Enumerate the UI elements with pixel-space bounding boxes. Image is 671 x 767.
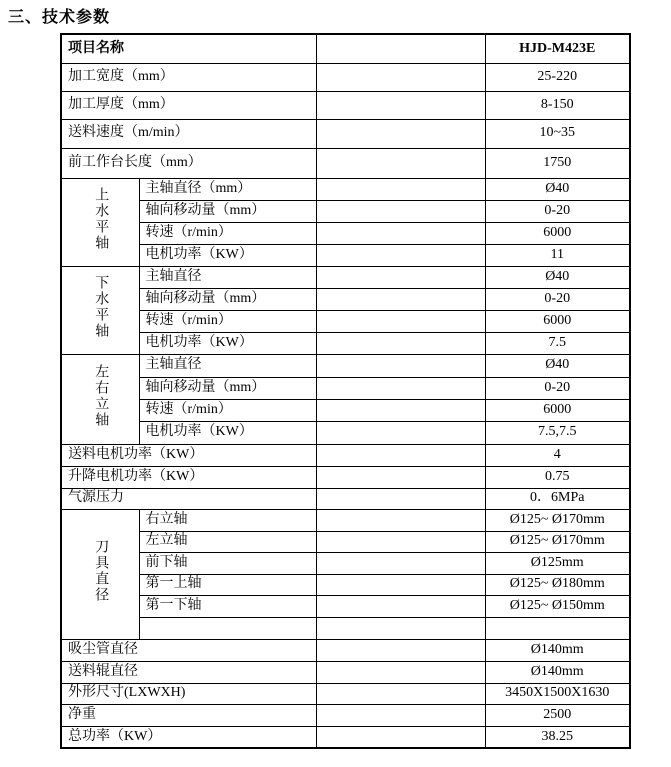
row-value: 6000 — [485, 222, 630, 244]
empty-cell — [316, 617, 485, 639]
group-label: 下水平轴 — [93, 275, 109, 340]
table-row — [61, 595, 630, 617]
row-value: 0-20 — [485, 200, 630, 222]
empty-cell — [316, 704, 485, 726]
table-row — [61, 466, 630, 488]
row-value: 25-220 — [485, 63, 630, 91]
table-row — [61, 574, 630, 595]
empty-cell — [316, 266, 485, 288]
empty-cell — [316, 574, 485, 595]
row-value: 8-150 — [485, 91, 630, 119]
row-label: 净重 — [61, 704, 316, 726]
table-row — [61, 244, 630, 266]
table-row — [61, 683, 630, 704]
empty-cell — [316, 148, 485, 178]
row-value: 3450X1500X1630 — [485, 683, 630, 704]
row-label: 转速（r/min） — [139, 399, 316, 421]
table-row — [61, 639, 630, 661]
group-label-cell — [61, 509, 139, 639]
row-label: 吸尘管直径 — [61, 639, 316, 661]
row-label: 主轴直径 — [139, 354, 316, 377]
row-value: 7.5 — [485, 332, 630, 354]
empty-cell — [316, 332, 485, 354]
empty-cell — [316, 354, 485, 377]
empty-cell — [316, 200, 485, 222]
group-label: 上水平轴 — [93, 187, 109, 252]
row-value: Ø125~ Ø180mm — [485, 574, 630, 595]
row-label: 轴向移动量（mm） — [139, 288, 316, 310]
table-row — [61, 310, 630, 332]
table-row — [61, 148, 630, 178]
row-value: 0-20 — [485, 288, 630, 310]
row-value: 38.25 — [485, 726, 630, 748]
empty-cell — [316, 244, 485, 266]
spec-table — [60, 33, 631, 749]
group-label-cell — [61, 178, 139, 266]
row-label: 左立轴 — [139, 531, 316, 552]
row-value: 6000 — [485, 399, 630, 421]
row-label: 主轴直径 — [139, 266, 316, 288]
row-label: 前工作台长度（mm） — [61, 148, 316, 178]
row-label: 电机功率（KW） — [139, 332, 316, 354]
empty-cell — [316, 377, 485, 399]
row-value: Ø125~ Ø170mm — [485, 531, 630, 552]
table-row — [61, 91, 630, 119]
empty-cell — [316, 595, 485, 617]
row-value: 6000 — [485, 310, 630, 332]
row-label: 轴向移动量（mm） — [139, 200, 316, 222]
table-row — [61, 222, 630, 244]
group-label-cell — [61, 354, 139, 444]
row-label: 加工厚度（mm） — [61, 91, 316, 119]
row-label: 第一下轴 — [139, 595, 316, 617]
empty-cell — [316, 310, 485, 332]
table-row — [61, 288, 630, 310]
row-label: 气源压力 — [61, 488, 316, 509]
empty-cell — [316, 178, 485, 200]
header-item-name: 项目名称 — [61, 34, 316, 63]
empty-cell — [316, 421, 485, 444]
row-label: 右立轴 — [139, 509, 316, 531]
empty-cell — [316, 444, 485, 466]
row-label: 外形尺寸(LXWXH) — [61, 683, 316, 704]
empty-cell — [316, 683, 485, 704]
row-value: Ø40 — [485, 266, 630, 288]
empty-cell — [316, 531, 485, 552]
table-row — [61, 63, 630, 91]
table-row — [61, 444, 630, 466]
table-row — [61, 399, 630, 421]
group-label: 左右立轴 — [93, 364, 109, 429]
row-label: 总功率（KW） — [61, 726, 316, 748]
row-label: 送料辊直径 — [61, 661, 316, 683]
row-label: 主轴直径（mm） — [139, 178, 316, 200]
group-label: 刀具直径 — [93, 539, 109, 604]
table-row — [61, 332, 630, 354]
row-value: 0.75 — [485, 466, 630, 488]
row-value: Ø140mm — [485, 661, 630, 683]
table-row — [61, 200, 630, 222]
row-label: 转速（r/min） — [139, 222, 316, 244]
row-label: 送料速度（m/min） — [61, 119, 316, 148]
row-label: 前下轴 — [139, 552, 316, 574]
empty-cell — [316, 726, 485, 748]
empty-cell — [316, 63, 485, 91]
row-value: Ø125mm — [485, 552, 630, 574]
empty-cell — [316, 466, 485, 488]
row-label: 送料电机功率（KW） — [61, 444, 316, 466]
empty-cell — [316, 488, 485, 509]
row-value: 2500 — [485, 704, 630, 726]
table-row — [61, 661, 630, 683]
table-row — [61, 266, 630, 288]
row-value: 10~35 — [485, 119, 630, 148]
row-value: Ø40 — [485, 354, 630, 377]
table-row — [61, 354, 630, 377]
empty-cell — [316, 288, 485, 310]
header-row — [61, 34, 630, 63]
row-value — [485, 617, 630, 639]
section-title: 三、技术参数 — [8, 9, 111, 26]
empty-cell — [316, 509, 485, 531]
empty-cell — [316, 399, 485, 421]
row-label: 电机功率（KW） — [139, 244, 316, 266]
row-value: 11 — [485, 244, 630, 266]
table-row — [61, 178, 630, 200]
row-label: 升降电机功率（KW） — [61, 466, 316, 488]
empty-cell — [316, 222, 485, 244]
table-row — [61, 531, 630, 552]
header-empty-cell — [316, 34, 485, 63]
row-label: 第一上轴 — [139, 574, 316, 595]
table-row — [61, 488, 630, 509]
row-value: Ø40 — [485, 178, 630, 200]
table-row — [61, 552, 630, 574]
empty-cell — [316, 639, 485, 661]
table-row — [61, 726, 630, 748]
row-value: Ø125~ Ø170mm — [485, 509, 630, 531]
row-value: 1750 — [485, 148, 630, 178]
row-value: 7.5,7.5 — [485, 421, 630, 444]
table-row — [61, 509, 630, 531]
row-value: 0-20 — [485, 377, 630, 399]
empty-cell — [316, 119, 485, 148]
row-value: 4 — [485, 444, 630, 466]
table-row — [61, 704, 630, 726]
row-label: 电机功率（KW） — [139, 421, 316, 444]
empty-cell — [316, 552, 485, 574]
row-label: 转速（r/min） — [139, 310, 316, 332]
header-model: HJD-M423E — [485, 34, 630, 63]
table-row — [61, 119, 630, 148]
table-row — [61, 617, 630, 639]
empty-cell — [316, 91, 485, 119]
empty-cell — [316, 661, 485, 683]
row-label: 加工宽度（mm） — [61, 63, 316, 91]
row-label — [139, 617, 316, 639]
group-label-cell — [61, 266, 139, 354]
row-value: Ø140mm — [485, 639, 630, 661]
row-label: 轴向移动量（mm） — [139, 377, 316, 399]
row-value: Ø125~ Ø150mm — [485, 595, 630, 617]
table-row — [61, 421, 630, 444]
table-row — [61, 377, 630, 399]
row-value: 0．6MPa — [485, 488, 630, 509]
